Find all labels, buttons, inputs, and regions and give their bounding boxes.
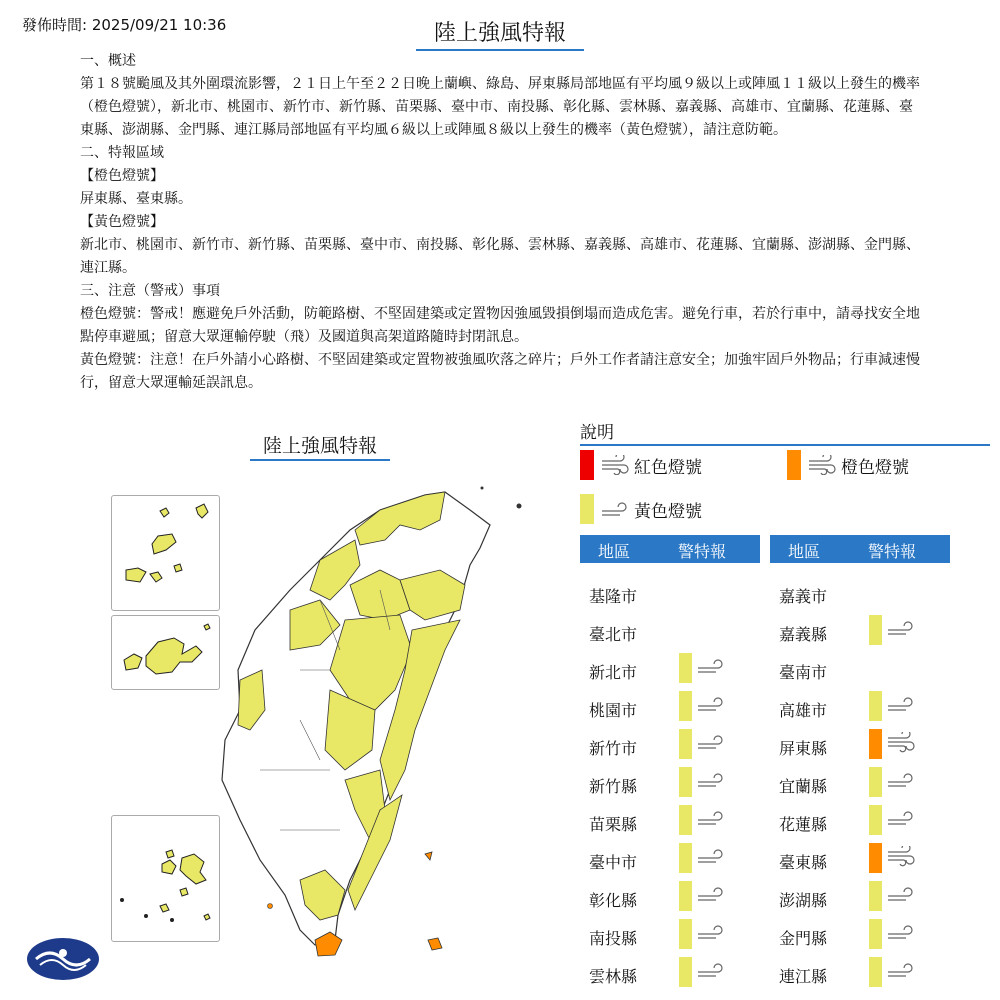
section-areas-title: 二、特報區域: [80, 145, 164, 161]
yellow-signal-bar: [679, 805, 692, 835]
yellow-signal-bar: [869, 919, 882, 949]
wind-icon: [696, 694, 726, 718]
region-name: 宜蘭縣: [779, 777, 828, 796]
yellow-signal-bar: [679, 729, 692, 759]
legend-yellow: [580, 494, 702, 524]
yellow-signal-bar: [679, 691, 692, 721]
region-name: 金門縣: [779, 929, 828, 948]
wind-icon: [696, 732, 726, 756]
region-name: 嘉義市: [779, 587, 828, 606]
section-overview-body: 第１８號颱風及其外圍環流影響，２１日上午至２２日晚上蘭嶼、綠島、屏東縣局部地區有平均風９級以上或陣風１１級以上發生的機率（橙色燈號），新北市、桃園市、新竹市、新竹縣、苗栗縣、臺中市、南投縣、彰化縣、雲林縣、嘉義縣、高雄市、宜蘭縣、花蓮縣、臺東縣、澎湖縣、金門縣、連江縣局部地區有平均風６級以上或陣風８級以上發生的機率（黃色燈號），請注意防範。: [80, 76, 920, 138]
yellow-signal-bar: [679, 843, 692, 873]
legend-orange-label: 橙色燈號: [841, 457, 909, 478]
strong-wind-icon: [600, 455, 630, 475]
yellow-signal-bar: [679, 767, 692, 797]
wind-icon: [886, 884, 916, 908]
yellow-signal-bar: [869, 767, 882, 797]
yellow-signal-bar: [679, 881, 692, 911]
strong-wind-icon: [886, 732, 916, 758]
col-region: 地區: [788, 542, 821, 561]
wind-icon: [696, 846, 726, 870]
wind-icon: [696, 960, 726, 984]
bulletin-content: [80, 50, 925, 395]
col-region: 地區: [598, 542, 631, 561]
region-name: 花蓮縣: [779, 815, 828, 834]
region-name: 臺東縣: [779, 853, 828, 872]
region-name: 澎湖縣: [779, 891, 828, 910]
orange-swatch: [787, 450, 801, 480]
region-name: 新竹縣: [589, 777, 638, 796]
wind-icon: [886, 770, 916, 794]
cwa-logo: [26, 937, 100, 981]
wind-icon: [886, 960, 916, 984]
region-name: 南投縣: [589, 929, 638, 948]
orange-signal-areas: 屏東縣、臺東縣。: [80, 191, 192, 207]
region-name: 高雄市: [779, 701, 828, 720]
legend-red-label: 紅色燈號: [634, 457, 702, 478]
wind-icon: [600, 499, 630, 519]
red-swatch: [580, 450, 594, 480]
region-name: 新竹市: [589, 739, 638, 758]
map-title: 陸上強風特報: [250, 431, 390, 461]
table-header-left: [580, 535, 760, 563]
wind-icon: [886, 922, 916, 946]
region-name: 連江縣: [779, 967, 828, 986]
strong-wind-icon: [807, 455, 837, 475]
region-name: 苗栗縣: [589, 815, 638, 834]
orange-signal-label: 【橙色燈號】: [80, 168, 164, 184]
region-name: 臺北市: [589, 625, 638, 644]
table-header-right: [770, 535, 950, 563]
wind-icon: [886, 694, 916, 718]
region-name: 基隆市: [589, 587, 638, 606]
region-name: 臺南市: [779, 663, 828, 682]
orange-signal-bar: [869, 843, 882, 873]
yellow-signal-bar: [679, 957, 692, 987]
yellow-swatch: [580, 494, 594, 524]
wind-icon: [696, 922, 726, 946]
col-warning: 警特報: [678, 542, 727, 561]
yellow-signal-bar: [679, 653, 692, 683]
section-overview-title: 一、概述: [80, 53, 136, 69]
region-name: 新北市: [589, 663, 638, 682]
legend-yellow-label: 黃色燈號: [634, 501, 702, 522]
yellow-signal-bar: [869, 615, 882, 645]
orange-signal-note: 橙色燈號：警戒！應避免戶外活動，防範路樹、不堅固建築或定置物因強風毀損倒塌而造成危害。避免行車，若於行車中，請尋找安全地點停車避風；留意大眾運輸停駛（飛）及國道與高架道路隨時封閉訊息。: [80, 306, 920, 345]
wind-icon: [696, 770, 726, 794]
yellow-signal-bar: [869, 691, 882, 721]
yellow-signal-bar: [679, 919, 692, 949]
green-island: [425, 852, 432, 860]
strong-wind-icon: [886, 846, 916, 872]
lanyu-island: [428, 938, 442, 950]
yellow-signal-note: 黃色燈號：注意！在戶外請小心路樹、不堅固建築或定置物被強風吹落之碎片；戶外工作者請注意安全；加強牢固戶外物品；行車減速慢行，留意大眾運輸延誤訊息。: [80, 352, 920, 391]
region-name: 桃園市: [589, 701, 638, 720]
region-name: 嘉義縣: [779, 625, 828, 644]
section-notes-title: 三、注意（警戒）事項: [80, 283, 220, 299]
col-warning: 警特報: [868, 542, 917, 561]
region-name: 雲林縣: [589, 967, 638, 986]
wind-icon: [696, 884, 726, 908]
wind-icon: [696, 808, 726, 832]
legend-orange: [787, 450, 909, 480]
yellow-signal-bar: [869, 881, 882, 911]
page-title: 陸上強風特報: [416, 16, 584, 51]
orange-signal-bar: [869, 729, 882, 759]
issue-time: 發佈時間: 2025/09/21 10:36: [22, 16, 227, 34]
region-name: 彰化縣: [589, 891, 638, 910]
yellow-signal-bar: [869, 957, 882, 987]
taiwan-warning-map: [0, 470, 560, 1000]
yellow-signal-label: 【黃色燈號】: [80, 214, 164, 230]
region-name: 屏東縣: [779, 739, 828, 758]
legend-title: 說明: [580, 418, 990, 446]
wind-icon: [886, 808, 916, 832]
yellow-signal-bar: [869, 805, 882, 835]
yellow-signal-areas: 新北市、桃園市、新竹市、新竹縣、苗栗縣、臺中市、南投縣、彰化縣、雲林縣、嘉義縣、高雄市、花蓮縣、宜蘭縣、澎湖縣、金門縣、連江縣。: [80, 237, 920, 276]
wind-icon: [696, 656, 726, 680]
legend-red: [580, 450, 702, 480]
wind-icon: [886, 618, 916, 642]
region-name: 臺中市: [589, 853, 638, 872]
